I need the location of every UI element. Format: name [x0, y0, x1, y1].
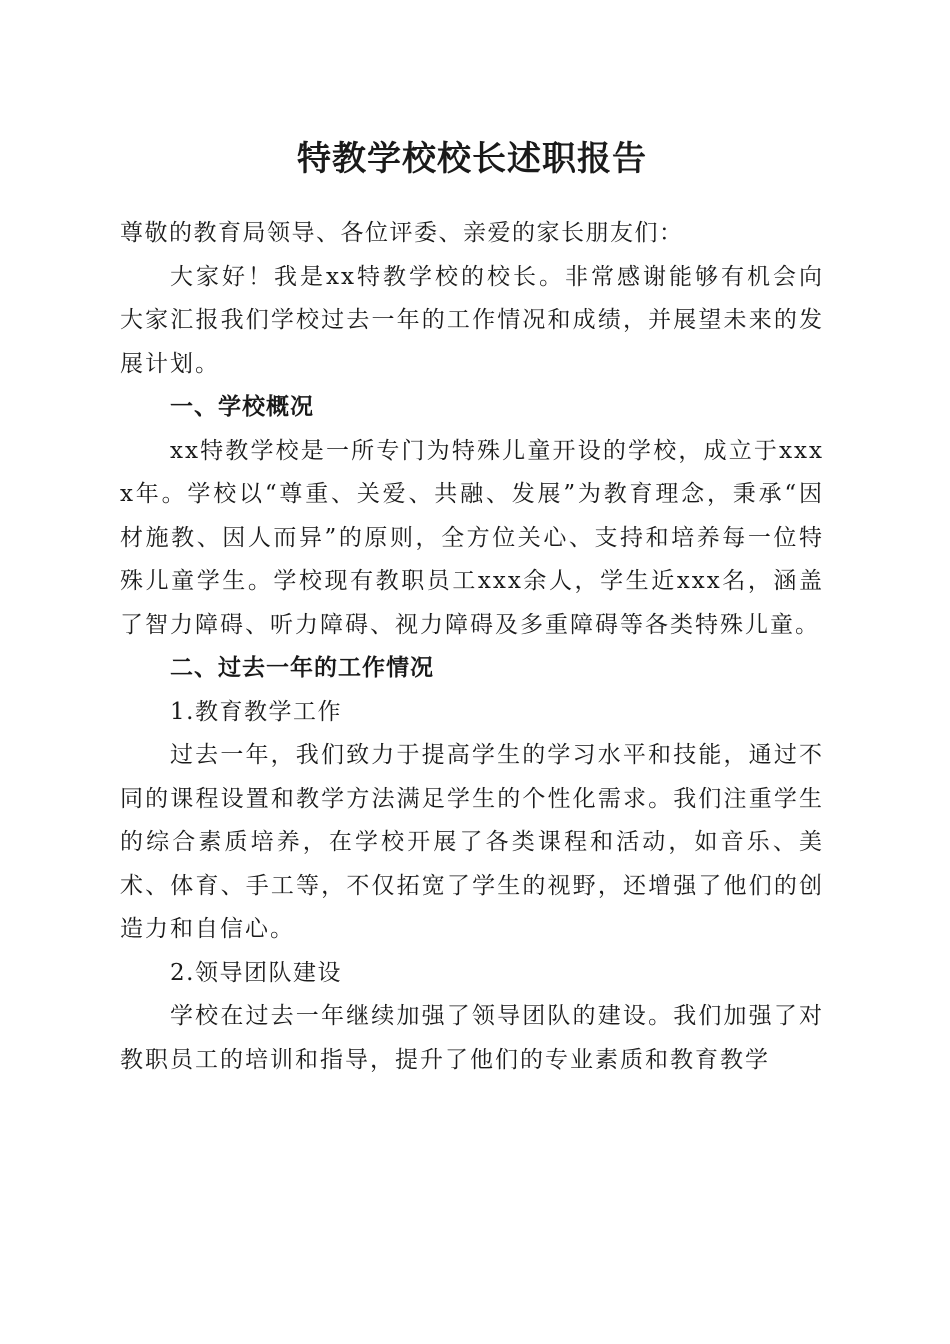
intro-paragraph: 大家好！我是xx特教学校的校长。非常感谢能够有机会向大家汇报我们学校过去一年的工作情况和成绩，并展望未来的发展计划。 — [120, 263, 824, 377]
subsection-2-body: 学校在过去一年继续加强了领导团队的建设。我们加强了对教职员工的培训和指导，提升了他们的专业素质和教育教学 — [120, 1003, 824, 1073]
subsection-1-body: 过去一年，我们致力于提高学生的学习水平和技能，通过不同的课程设置和教学方法满足学生的个性化需求。我们注重学生的综合素质培养，在学校开展了各类课程和活动，如音乐、美术、体育、手工等，不仅拓宽了学生的视野，还增强了他们的创造力和自信心。 — [120, 742, 824, 942]
title-spacer — [120, 190, 824, 212]
document-page — [120, 128, 824, 1082]
subsection-2-heading: 2.领导团队建设 — [170, 959, 342, 986]
document-title: 特教学校校长述职报告 — [297, 139, 647, 179]
section-1-heading: 一、学校概况 — [170, 394, 314, 420]
salutation: 尊敬的教育局领导、各位评委、亲爱的家长朋友们： — [120, 220, 684, 246]
section-1-body: xx特教学校是一所专门为特殊儿童开设的学校，成立于xxxx年。学校以“尊重、关爱、共融、发展”为教育理念，秉承“因材施教、因人而异”的原则，全方位关心、支持和培养每一位特殊儿童学生。学校现有教职员工xxx余人，学生近xxx名，涵盖了智力障碍、听力障碍、视力障碍及多重障碍等各类特殊儿童。 — [120, 437, 824, 638]
section-2-heading: 二、过去一年的工作情况 — [170, 655, 434, 681]
subsection-1-heading: 1.教育教学工作 — [170, 698, 342, 725]
